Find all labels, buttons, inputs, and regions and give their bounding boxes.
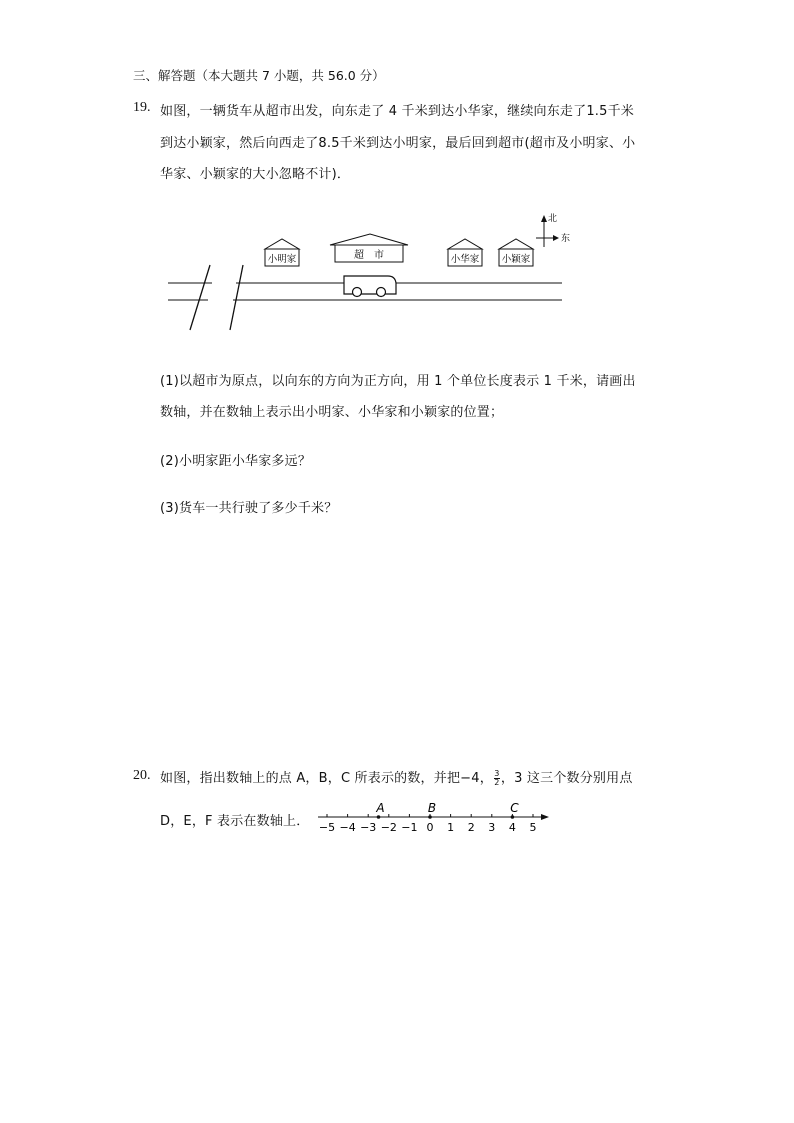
house-label-xiaohua: 小华家 [450,254,480,265]
q19-part-3: (3)货车一共行驶了多少千米？ [160,501,338,516]
house-xiaohua [448,239,482,266]
q20-line-1-a: 如图，指出数轴上的点 A，B，C 所表示的数，并把−4， [160,771,493,786]
cross-road-line [190,265,210,330]
house-label-xiaoying: 小颖家 [501,254,531,265]
number-line-point-label-B: B [427,801,437,815]
number-line-tick-label: −3 [360,821,377,834]
q19-part-1-line-1: (1)以超市为原点，以向东的方向为正方向，用 1 个单位长度表示 1 千米，请画出 [160,374,636,389]
compass-east-label: 东 [561,234,571,244]
compass-icon [536,212,570,247]
q19-line-3: 华家、小颖家的大小忽略不计)． [160,167,351,182]
house-label-supermarket: 超 市 [354,250,384,261]
number-line-point-B [428,815,432,819]
q19-line-1: 如图，一辆货车从超市出发，向东走了 4 千米到达小华家，继续向东走了1.5千米 [160,104,635,119]
house-label-xiaoming: 小明家 [267,254,297,265]
house-xiaoying [499,239,533,266]
q20-line-2: D，E，F 表示在数轴上． [160,814,310,829]
cross-road-line [230,265,243,330]
number-line-tick-label: −1 [401,821,418,834]
q19-part-1-line-2: 数轴，并在数轴上表示出小明家、小华家和小颖家的位置； [160,405,504,420]
number-line-tick-label: 0 [426,821,434,834]
q19-line-2: 到达小颖家，然后向西走了8.5千米到达小明家，最后回到超市(超市及小明家、小 [160,136,636,151]
number-line-point-A [377,815,381,819]
question-20-number: 20. [133,768,151,783]
compass-north-label: 北 [548,214,558,224]
number-line-point-label-A: A [376,801,385,815]
number-line-tick-label: −5 [318,821,336,834]
question-19-number: 19. [133,100,151,115]
number-line-tick-label: 5 [529,821,537,834]
fraction-three-halves: $\frac{3}{2}$ [494,769,500,787]
q20-line-1 [160,767,633,787]
number-line-tick-label: 1 [447,821,455,834]
truck-icon [344,276,396,297]
number-line-point-label-C: C [510,801,519,815]
q19-map-figure [160,205,580,340]
house-supermarket [330,234,408,262]
number-line-tick-label: 3 [488,821,496,834]
q20-line-1-b: ，3 这三个数分别用点 [500,771,633,786]
number-line-figure [316,797,556,839]
number-line-tick-label: 4 [508,821,516,834]
house-xiaoming [265,239,299,266]
number-line-point-C [511,815,515,819]
number-line-tick-label: −4 [339,821,356,834]
number-line-tick-label: 2 [467,821,475,834]
section-header: 三、解答题（本大题共 7 小题，共 56.0 分） [133,68,385,83]
number-line-tick-label: −2 [380,821,397,834]
number-line-arrow [541,814,549,820]
q19-part-2: (2)小明家距小华家多远？ [160,454,312,469]
